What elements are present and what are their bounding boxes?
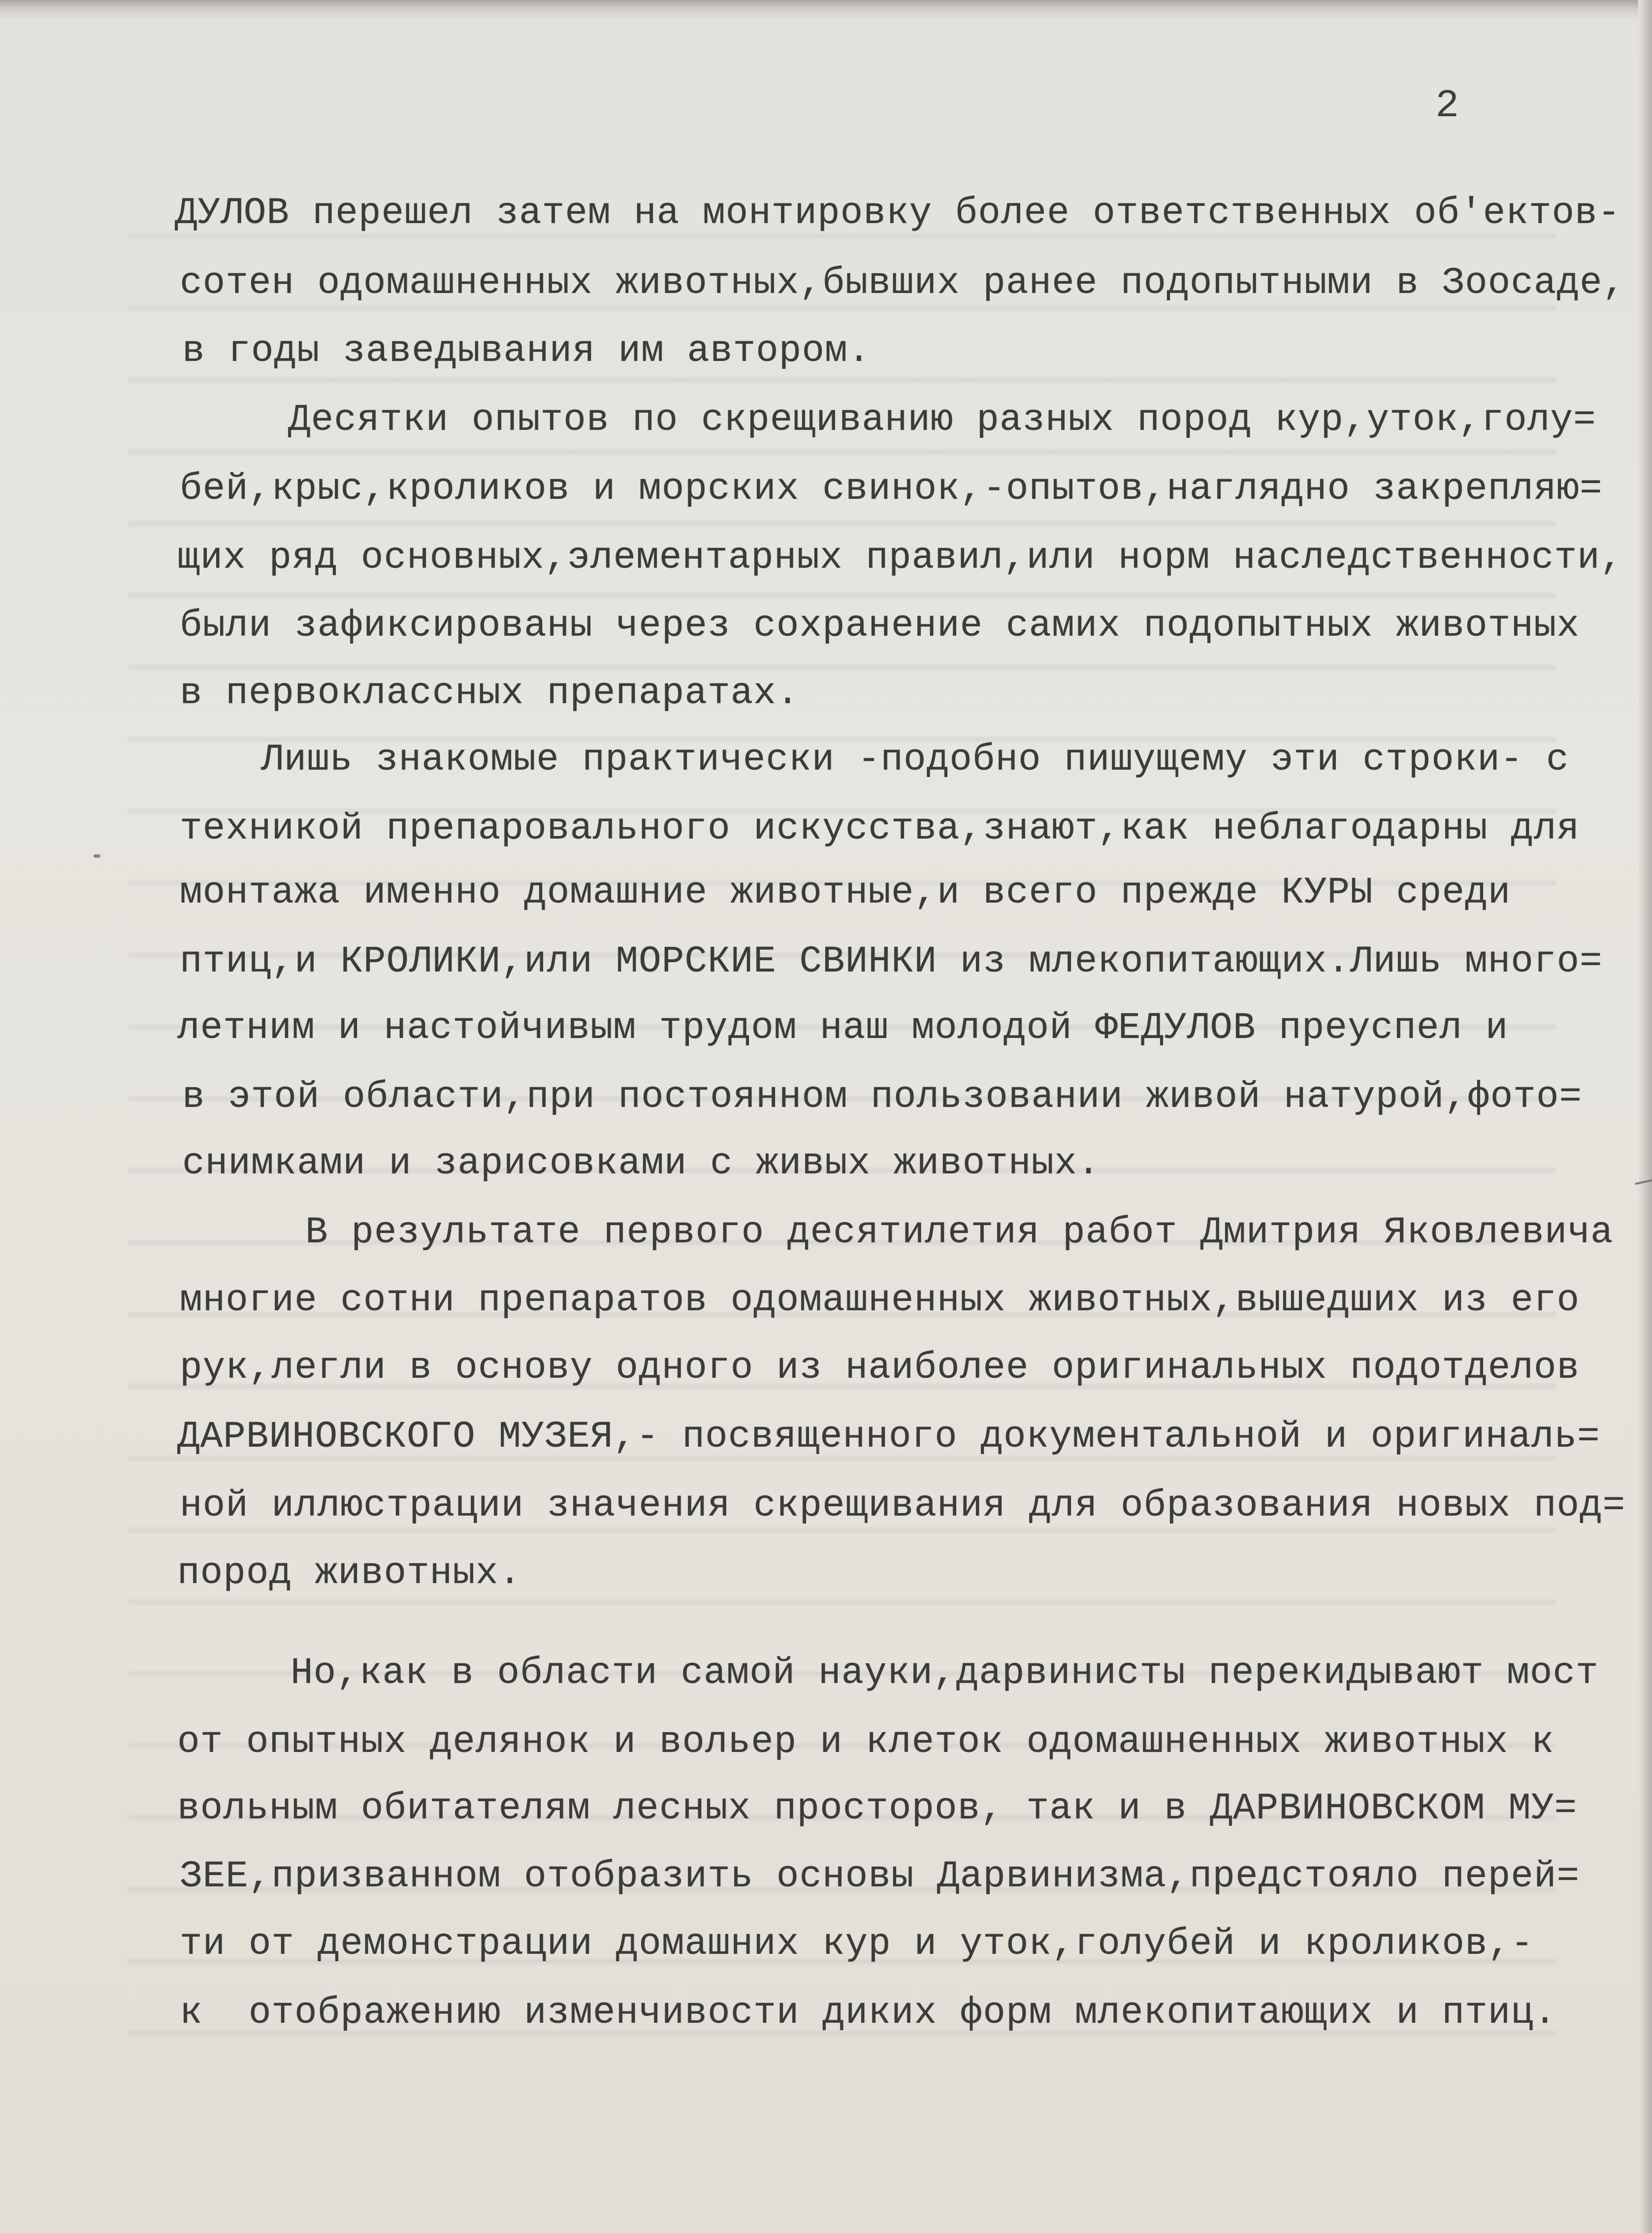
text-line: были зафиксированы через сохранение самих подопытных животных — [180, 605, 1580, 647]
text-line: ной иллюстрации значения скрещивания для образования новых под= — [180, 1485, 1626, 1527]
text-line: монтажа именно домашние животные,и всего прежде КУРЫ среди — [180, 872, 1511, 914]
ink-speck — [94, 854, 100, 858]
text-line: в годы заведывания им автором. — [182, 330, 871, 372]
text-line: щих ряд основных,элементарных правил,или норм наследственности, — [177, 537, 1623, 579]
text-line: Десятки опытов по скрещиванию разных пород кур,уток,голу= — [288, 399, 1596, 441]
text-line: бей,крыс,кроликов и морских свинок,-опытов,наглядно закрепляю= — [180, 468, 1603, 510]
text-line: техникой препаровального искусства,знают,как неблагодарны для — [180, 808, 1580, 850]
paper-top-edge — [0, 0, 1652, 20]
text-line: от опытных делянок и вольер и клеток одомашненных животных к — [177, 1721, 1555, 1763]
text-line: В результате первого десятилетия работ Дмитрия Яковлевича — [305, 1211, 1614, 1254]
text-line: снимками и зарисовками с живых животных. — [182, 1142, 1101, 1185]
text-line: в первоклассных препаратах. — [180, 672, 800, 714]
text-line: ЗЕЕ,призванном отобразить основы Дарвинизма,предстояло перей= — [180, 1855, 1580, 1898]
text-line: летним и настойчивым трудом наш молодой ФЕДУЛОВ преуспел и — [177, 1007, 1509, 1049]
text-line: Лишь знакомые практически -подобно пишущему эти строки- с — [261, 739, 1569, 781]
text-line: птиц,и КРОЛИКИ,или МОРСКИЕ СВИНКИ из млекопитающих.Лишь много= — [180, 940, 1603, 983]
text-line: многие сотни препаратов одомашненных животных,вышедших из его — [180, 1279, 1580, 1322]
text-line: ти от демонстрации домашних кур и уток,голубей и кроликов,- — [180, 1923, 1534, 1965]
text-line: Но,как в области самой науки,дарвинисты перекидывают мост — [291, 1652, 1599, 1694]
text-line: пород животных. — [177, 1552, 522, 1594]
text-line: рук,легли в основу одного из наиболее оригинальных подотделов — [180, 1347, 1580, 1389]
text-line: ДАРВИНОВСКОГО МУЗЕЯ,- посвященного документальной и оригиналь= — [177, 1416, 1600, 1458]
text-line: в этой области,при постоянном пользовании живой натурой,фото= — [182, 1076, 1583, 1118]
paper-right-edge — [1638, 0, 1652, 2233]
text-line: ДУЛОВ перешел затем на монтировку более ответственных об'ектов- — [175, 192, 1621, 234]
page-number: 2 — [1435, 84, 1459, 129]
text-line: вольным обитателям лесных просторов, так и в ДАРВИНОВСКОМ МУ= — [177, 1787, 1578, 1830]
text-line: сотен одомашненных животных,бывших ранее подопытными в Зоосаде, — [180, 262, 1626, 304]
text-line: к отображению изменчивости диких форм млекопитающих и птиц. — [180, 1992, 1557, 2034]
